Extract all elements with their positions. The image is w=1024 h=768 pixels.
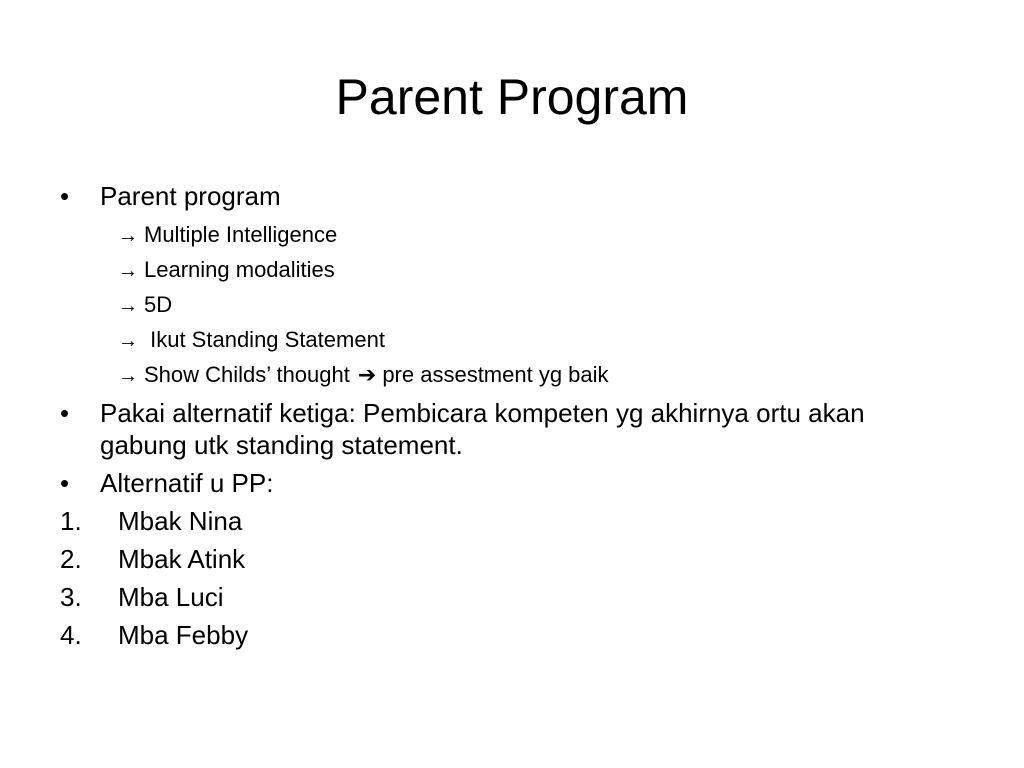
arrow-right-icon: → — [118, 260, 138, 282]
numbered-item — [60, 543, 960, 575]
arrow-right-icon: → — [118, 225, 138, 247]
sub-item — [60, 358, 960, 393]
bullet-icon: • — [60, 181, 70, 211]
bullet-icon: • — [60, 398, 70, 428]
bullet-item — [60, 467, 960, 499]
item-text: Mba Luci — [118, 582, 224, 612]
bullet-icon: • — [60, 468, 70, 498]
sub-item-text: Ikut Standing Statement — [144, 327, 385, 352]
sub-item — [60, 288, 960, 323]
item-text: Mbak Atink — [118, 544, 246, 574]
numbered-item — [60, 581, 960, 613]
arrow-right-icon: → — [118, 365, 138, 387]
arrow-right-icon: → — [118, 330, 138, 352]
arrow-bold-right-icon: ➔ — [357, 362, 377, 387]
arrow-right-icon: → — [118, 295, 138, 317]
sub-item-text: Multiple Intelligence — [144, 222, 338, 247]
sub-item-text: Show Childs’ thought — [144, 362, 350, 387]
bullet-item — [60, 180, 960, 212]
numbered-item — [60, 505, 960, 537]
item-number: 2. — [60, 544, 82, 574]
item-number: 3. — [60, 582, 82, 612]
item-text: Mba Febby — [118, 620, 249, 650]
item-number: 4. — [60, 620, 82, 650]
bullet-text: Alternatif u PP: — [100, 468, 274, 498]
numbered-item — [60, 619, 960, 651]
slide-title: Parent Program — [335, 69, 689, 125]
item-text: Mbak Nina — [118, 506, 243, 536]
sub-item — [60, 218, 960, 253]
bullet-text-line: gabung utk standing statement. — [100, 430, 463, 460]
bullet-text: Parent program — [100, 181, 281, 211]
sub-item-text: 5D — [144, 292, 173, 317]
sub-item-text: pre assestment yg baik — [382, 362, 609, 387]
sub-item — [60, 323, 960, 358]
sub-item — [60, 253, 960, 288]
sub-item-text: Learning modalities — [144, 257, 335, 282]
bullet-text-line: Pakai alternatif ketiga: Pembicara kompeten yg akhirnya ortu akan — [100, 398, 865, 428]
item-number: 1. — [60, 506, 82, 536]
bullet-item — [60, 397, 960, 461]
slide-body — [60, 180, 960, 657]
